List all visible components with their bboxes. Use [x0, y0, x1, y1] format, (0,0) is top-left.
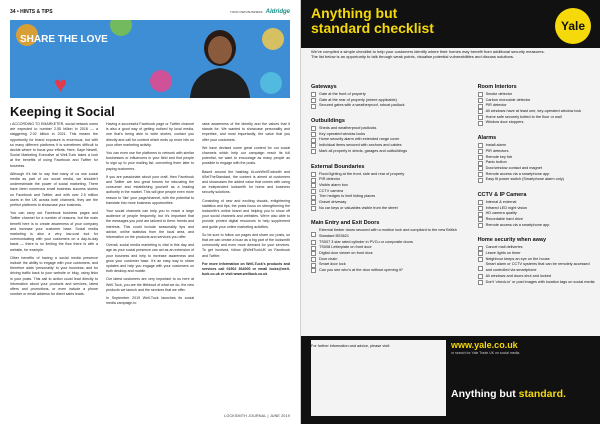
checklist-item-label: PIR detector	[319, 177, 341, 182]
checkbox[interactable]	[311, 189, 316, 194]
checklist-item-label: Individual items secured with anchors and cables	[319, 143, 402, 148]
checkbox[interactable]	[478, 161, 483, 166]
checklist-item[interactable]	[478, 223, 595, 229]
checkbox[interactable]	[478, 92, 483, 97]
checklist-title	[311, 6, 434, 37]
paragraph: • ACCORDING TO EMARKETER, social network users are expected to number 2.55 billion in 2018 — a staggering 2.02 billion in 2021. This means the opportunity for brand exposure is enormous, but with so many different platforms it is sometimes difficult to decide where to focus your efforts. Here, Kaye Newell, Social Marketing Executive at Well-Tuck takes a look at the benefits of using Facebook and Twitter for business.	[10, 122, 98, 168]
paragraph: Our latest customers are very important to us here at Well-Tuck, you are the lifeblood of what we do, the new products we launch and the services that we offer.	[106, 277, 194, 292]
checkbox[interactable]	[478, 149, 483, 154]
checkbox[interactable]	[311, 246, 316, 251]
checklist-item-label: TS008 Letterplate on front door	[319, 245, 372, 250]
checklist-item[interactable]	[311, 268, 468, 274]
checkbox[interactable]	[311, 143, 316, 148]
checklist-item-label: Key operated window locks	[319, 131, 366, 136]
checklist-item[interactable]	[311, 228, 468, 239]
publication-logo	[230, 9, 290, 15]
checklist-item[interactable]	[311, 206, 468, 212]
checklist-item-label: Home safe securely bolted to the floor or wall	[485, 114, 562, 119]
checklist-item-label: Can you see who's at the door without opening it?	[319, 268, 403, 273]
checkbox[interactable]	[478, 266, 483, 271]
checklist-columns	[311, 84, 595, 336]
checkbox[interactable]	[311, 240, 316, 245]
checklist-item-label: Neighbour keeps an eye on the house	[485, 256, 550, 261]
checkbox[interactable]	[311, 195, 316, 200]
checklist-section	[478, 192, 595, 228]
checklist-column-right	[478, 84, 595, 336]
section-title: Main Entry and Exit Doors	[311, 220, 380, 227]
checklist-item-label: Window door stoppers	[485, 120, 524, 125]
section-title: Home security when away	[477, 237, 547, 244]
section-title: External Boundaries	[311, 163, 365, 170]
checkbox[interactable]	[478, 212, 483, 217]
checklist-item-label: Recordable hard drive	[485, 217, 523, 221]
checkbox[interactable]	[478, 223, 483, 228]
checklist-item-label: Internal & external	[485, 199, 517, 204]
checklist-item-label: External timber doors secured with a mortice lock and compliant to the new British Standard BS3621	[319, 228, 457, 238]
checklist-item-label: All windows have at least one, key-operated window lock	[485, 109, 582, 114]
paragraph: Based around the hashtag #LoveWellTuckwith and #SetTheStandard, the content is aimed at customers and showcases the added value that comes with using an independent locksmith for home and business security solutions.	[202, 169, 290, 195]
checkbox[interactable]	[478, 115, 483, 120]
section-title: Outbuildings	[311, 118, 345, 125]
checklist-item[interactable]	[478, 177, 595, 183]
heart-icon: ♥	[54, 72, 68, 97]
checklist-section	[478, 135, 595, 183]
checklist-item-label: Mark all property in sheds, garages and outbuildings	[319, 148, 408, 153]
checkbox[interactable]	[478, 155, 483, 160]
checklist-item-label: Secured gates with a weatherproof, robust padlock	[319, 103, 405, 108]
checkbox[interactable]	[311, 138, 316, 143]
paragraph: If you are passionate about your craft, then Facebook and Twitter are two great forums for educating the consumer and establishing yourself as a leading authority in the market. This will give people even more reason to 'like' your page/channel, with the potential to translate into more business opportunities.	[106, 174, 194, 205]
checkbox[interactable]	[478, 178, 483, 183]
info-panel	[311, 340, 446, 416]
paragraph: For more information on Well-Tuck's products and services call 01902 364000 or email locks@well-tuck.co.uk or visit www.welltuck.co.uk	[202, 261, 290, 277]
checkbox[interactable]	[478, 166, 483, 171]
checkbox[interactable]	[311, 232, 316, 237]
right-page	[300, 0, 600, 424]
checklist-item-label: Gate at the front of property	[319, 92, 366, 96]
checklist-item-label: HD camera quality	[485, 211, 517, 216]
checklist-section	[311, 220, 468, 274]
contact-block	[451, 340, 591, 359]
checkbox[interactable]	[311, 104, 316, 109]
checklist-item-label: Home security alarm with extended range cover	[319, 137, 400, 142]
yale-logo: Yale	[555, 8, 591, 44]
paragraph: We have devised some great content for our social channels which help our campaign reach its full potential, we want to encourage as many people as possible to engage with the posts.	[202, 145, 290, 166]
checkbox[interactable]	[478, 257, 483, 262]
checklist-item-label: Don't 'check-in' or post images with location tags on social media	[485, 279, 595, 284]
checklist-item-label: Panic button	[485, 160, 507, 165]
checklist-item-label: No car keys or valuables visible from the street	[319, 205, 398, 210]
checklist-item-label: Remote access via a smartphone app	[485, 222, 550, 227]
section-title: Alarms	[477, 135, 497, 142]
decor-bubble	[262, 28, 284, 50]
checkbox[interactable]	[478, 121, 483, 126]
checkbox[interactable]	[478, 143, 483, 148]
checkbox[interactable]	[478, 246, 483, 251]
checklist-title-line: Anything but	[311, 5, 398, 21]
paragraph: You can even use the platforms to network with similar businesses or influencers in your field and find people to sign up to your mailing list, converting them later to paying customers.	[106, 151, 194, 171]
checklist-item-label: Gate at the rear of property (where applicable)	[319, 97, 397, 102]
social-note: or search for Yale Trade UK on social media	[451, 350, 520, 355]
checklist-item-label: Smart alarm or CCTV systems that can be remotely accessed and controlled via smartphone	[485, 262, 590, 273]
checklist-item-label: Gravel driveway	[319, 199, 347, 204]
checklist-item-label: Remote access via a smartphone app	[485, 171, 550, 176]
slogan	[451, 388, 566, 400]
checklist-section	[311, 164, 468, 212]
slogan-accent: standard.	[518, 388, 566, 400]
checklist-item-label: CCTV camera	[319, 188, 344, 193]
checklist-item-label: TS007 3 star rated cylinder in PVCu or composite doors	[319, 239, 413, 244]
checkbox[interactable]	[311, 268, 316, 273]
checklist-title-line: standard checklist	[311, 20, 434, 37]
person-photo	[180, 22, 260, 98]
checkbox[interactable]	[478, 98, 483, 103]
checkbox[interactable]	[311, 92, 316, 97]
checklist-item-label: Visible alarm box	[319, 182, 348, 187]
website-link[interactable]: www.yale.co.uk	[451, 340, 518, 350]
checklist-header	[301, 0, 600, 48]
checkbox[interactable]	[311, 132, 316, 137]
checkbox[interactable]	[478, 104, 483, 109]
checklist-item-label: PIR detectors	[485, 148, 509, 153]
article-column-2	[106, 122, 194, 406]
checklist-item[interactable]	[478, 280, 595, 286]
checklist-item-label: Trim hedges to limit hiding places	[319, 194, 376, 199]
section-title: Gateways	[311, 84, 337, 90]
left-page-header	[10, 6, 290, 18]
checklist-item-label: Digital door viewer on front door	[319, 251, 373, 256]
checkbox[interactable]	[478, 172, 483, 177]
checkbox[interactable]	[311, 200, 316, 205]
article-column-1	[10, 122, 98, 406]
checkbox[interactable]	[478, 109, 483, 114]
checklist-item[interactable]	[311, 149, 468, 155]
paragraph: raise awareness of the identity and the values that it stands for. We wanted to showcase personality and expertise, and most importantly, the value that you offer your customers.	[202, 122, 290, 142]
article-column-3	[202, 122, 290, 406]
paragraph: So be sure to follow our pages and share our posts, so that we can create a buzz as a big part of the locksmith community and even more demand for your services. To get involved, follow @WellTuckUK on Facebook and Twitter.	[202, 232, 290, 258]
checklist-item-label: Remote key fob	[485, 154, 513, 159]
checklist-item-label: Sheds and weatherproof padlocks	[319, 126, 377, 131]
checklist-item-label: Leave lights on timer	[485, 251, 521, 256]
checkbox[interactable]	[478, 280, 483, 285]
checklist-item-label: All windows and doors shut and locked	[485, 273, 552, 278]
decor-bubble	[260, 72, 282, 94]
decor-bubble	[150, 70, 172, 92]
paragraph: Having a successful Facebook page or Twitter channel is also a good way of getting noticed by local media, one that's being able to write stories, contact you directly and call for content which ends up more hits on your other marketing activity.	[106, 122, 194, 147]
checklist-item-label: PIR detector	[485, 103, 507, 108]
logo-small-text: YOUR OWN BUSINESS	[229, 10, 263, 14]
checklist-item-label: Infrared LED night vision	[485, 205, 528, 210]
checklist-item-label: Install alarm	[485, 143, 507, 148]
slogan-main: Anything but	[451, 388, 516, 400]
hero-title	[20, 34, 140, 45]
checkbox[interactable]	[311, 178, 316, 183]
checklist-item-label: Carbon monoxide detector	[485, 97, 531, 102]
article-body	[10, 122, 290, 406]
checkbox[interactable]	[311, 149, 316, 154]
paragraph: Other benefits of having a social media presence include the ability to engage with your customers, and therefore adds 'personality' to your business; and for driving traffic back to your website or blog, using links in your posts. This call to action could lead directly to information about your products and services, latest offers and promotions, or even include a phone number or email address for direct sales leads.	[10, 255, 98, 297]
checklist-item-label: Flood lighting at the front, side and rear of property	[319, 171, 405, 176]
checklist-item-label: Smoke detector	[485, 92, 513, 96]
checklist-section	[478, 237, 595, 285]
page-label: 34 • HINTS & TIPS	[10, 9, 53, 15]
checklist-section	[478, 84, 595, 126]
paragraph: Overall, social media marketing is vital in this day and age as your social presence can act as an extension of your business and help to increase awareness and grow your customer base. It's an easy way to share updates and help you engage with your customers on both desktop and mobile.	[106, 243, 194, 274]
paragraph: In September 2019 Well-Tuck launches its social media campaign to	[106, 296, 194, 306]
checkbox[interactable]	[311, 98, 316, 103]
article-title: Keeping it Social	[10, 104, 115, 119]
checkbox[interactable]	[311, 183, 316, 188]
paragraph: Consisting of new and exciting visuals, enlightening statistics and tips, the posts focus on strengthening the locksmith's online brand and helping you to show off your social channels and websites. We're also able to provide printed digital resources to help supplement and guide your online marketing activities.	[202, 198, 290, 229]
checklist-item-label: Smart door lock	[319, 262, 346, 267]
section-title: CCTV & IP Camera	[477, 191, 527, 198]
checkbox[interactable]	[311, 126, 316, 131]
paragraph: Your social channels can help you to reach a large audience of people frequently, but it's important that the messages you post are tailored to them: trends and interests. This could include seasonality tips and advice, online statistics from the local area, and information on the products and services you offer.	[106, 209, 194, 240]
checkbox[interactable]	[311, 251, 316, 256]
checkbox[interactable]	[478, 206, 483, 211]
checklist-intro: We've compiled a simple checklist to help your customers identify where their homes may benefit from additional security measures. The list below is an opportunity to talk through weak points, visualise potential vulnerabilities and discuss solutions.	[311, 49, 545, 60]
checkbox[interactable]	[311, 172, 316, 177]
checklist-item[interactable]	[478, 120, 595, 126]
checklist-item-label: Easy fit power switch (Smartphone alarm only)	[485, 177, 564, 182]
logo-brand-text: Aldridge	[265, 9, 290, 15]
checklist-item-label: Door/window contact and magnet	[485, 165, 542, 170]
checklist-column-left	[311, 84, 468, 336]
checklist-item-label: Door chain	[319, 256, 338, 261]
checklist-item[interactable]	[311, 103, 468, 109]
checkbox[interactable]	[311, 263, 316, 268]
info-text: For further information and advice, please visit:	[311, 344, 390, 348]
paragraph: You can carry out Facebook business pages and Twitter channel for a number of reasons, but the main benefit here is to create awareness of your company and increase your customer base. Social media marketing is also a very low-cost tool for communicating with your customers on a day-to-day basis — there is no limiting the flow there is with a website, for example.	[10, 211, 98, 252]
paragraph: Although it's fair to say that many of us use social media as part of our social media, we shouldn't underestimate the power of social marketing. There have been numerous small business success stories on Facebook and Twitter, and with over 2.5 million users in the UK across both channels, they are the perfect platforms to showcase your business.	[10, 171, 98, 208]
checkbox[interactable]	[478, 200, 483, 205]
checkbox[interactable]	[478, 251, 483, 256]
hero-title-line: SHARE THE LOVE	[20, 34, 108, 45]
section-title: Room Interiors	[477, 84, 517, 90]
checkbox[interactable]	[478, 217, 483, 222]
checkbox[interactable]	[311, 257, 316, 262]
checkbox[interactable]	[311, 206, 316, 211]
page-footer: LOCKSMITH JOURNAL | JUNE 2019	[224, 414, 290, 418]
checklist-section	[311, 118, 468, 154]
checklist-item[interactable]	[478, 262, 595, 273]
checklist-item-label: Cancel mail deliveries	[485, 245, 523, 250]
checklist-section	[311, 84, 468, 109]
hero-image	[10, 20, 290, 98]
checkbox[interactable]	[478, 274, 483, 279]
